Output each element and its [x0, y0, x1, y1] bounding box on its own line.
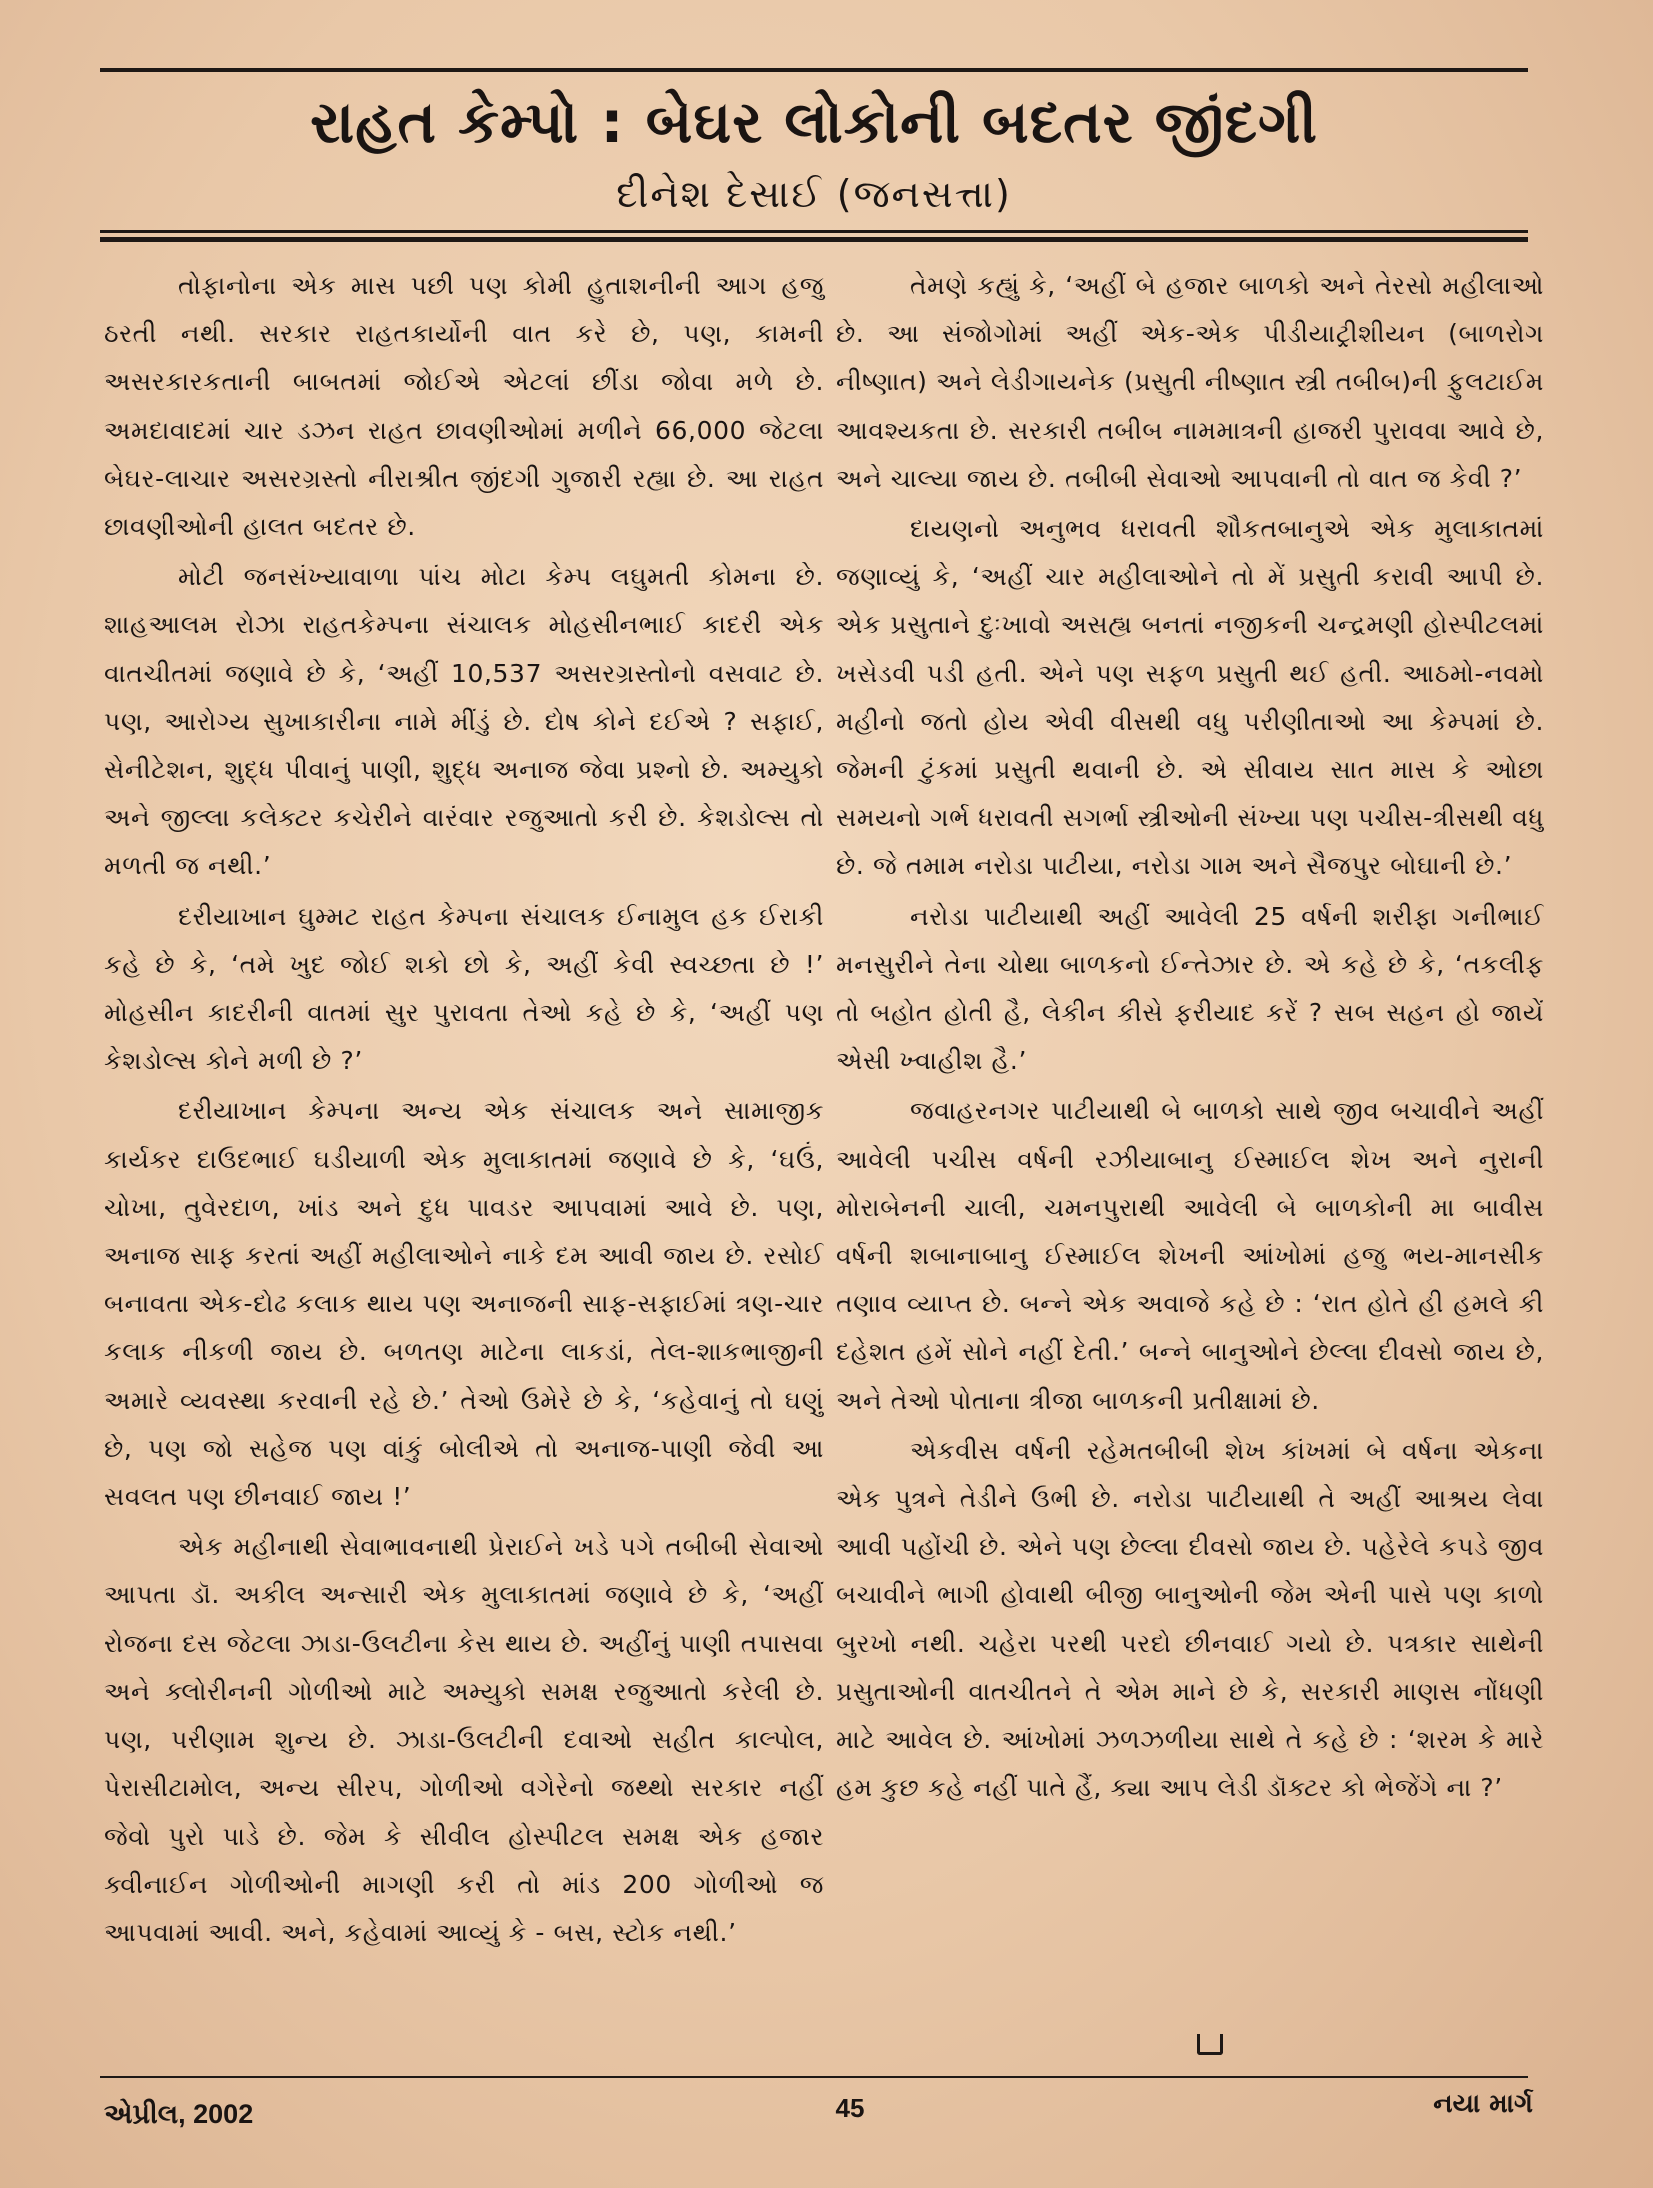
publication-name: નયા માર્ગ — [1433, 2089, 1533, 2119]
paragraph: તોફાનોના એક માસ પછી પણ કોમી હુતાશનીની આગ હજુ ઠરતી નથી. સરકાર રાહતકાર્યોની વાત કરે છે, પણ, કામની અસરકારકતાની બાબતમાં જોઈએ એટલાં છીંડા જોવા મળે છે. અમદાવાદમાં ચાર ડઝન રાહત છાવણીઓમાં મળીને 66,000 જેટલા બેઘર-લાચાર અસરગ્રસ્તો નીરાશ્રીત જીંદગી ગુજારી રહ્યા છે. આ રાહત છાવણીઓની હાલત બદતર છે. — [104, 271, 824, 542]
issue-date: એપ્રીલ, 2002 — [104, 2099, 254, 2129]
article-headline: રાહત કેમ્પો : બેઘર લોકોની બદતર જીંદગી — [310, 88, 1318, 156]
paragraph: એક મહીનાથી સેવાભાવનાથી પ્રેરાઈને ખડે પગે તબીબી સેવાઓ આપતા ડૉ. અકીલ અન્સારી એક મુલાકાતમાં જણાવે છે કે, ‘અહીં રોજના દસ જેટલા ઝાડા-ઉલટીના કેસ થાય છે. અહીંનું પાણી તપાસવા અને ક્લોરીનની ગોળીઓ માટે અમ્યુકો સમક્ષ રજુઆતો કરેલી છે. પણ, પરીણામ શુન્ય છે. ઝાડા-ઉલટીની દવાઓ સહીત કાલ્પોલ, પેરાસીટામોલ, અન્ય સીરપ, ગોળીઓ વગેરેનો જથ્થો સરકાર નહીં જેવો પુરો પાડે છે. જેમ કે સીવીલ હોસ્પીટલ સમક્ષ એક હજાર ક્વીનાઈન ગોળીઓની માગણી કરી તો માંડ 200 ગોળીઓ જ આપવામાં આવી. અને, કહેવામાં આવ્યું કે - બસ, સ્ટોક નથી.’ — [104, 1532, 824, 1947]
right-column — [836, 262, 1544, 1815]
paragraph: દરીયાખાન કેમ્પના અન્ય એક સંચાલક અને સામાજીક કાર્યકર દાઉદભાઈ ઘડીયાળી એક મુલાકાતમાં જણાવે છે કે, ‘ઘઉં, ચોખા, તુવેરદાળ, ખાંડ અને દુધ પાવડર આપવામાં આવે છે. પણ, અનાજ સાફ કરતાં અહીં મહીલાઓને નાકે દમ આવી જાય છે. રસોઈ બનાવતા એક-દોઢ કલાક થાય પણ અનાજની સાફ-સફાઈમાં ત્રણ-ચાર કલાક નીકળી જાય છે. બળતણ માટેના લાકડાં, તેલ-શાકભાજીની અમારે વ્યવસ્થા કરવાની રહે છે.’ તેઓ ઉમેરે છે કે, ‘કહેવાનું તો ઘણું છે, પણ જો સહેજ પણ વાંકું બોલીએ તો અનાજ-પાણી જેવી આ સવલત પણ છીનવાઈ જાય !’ — [104, 1096, 824, 1512]
article-byline: દીનેશ દેસાઈ (જનસત્તા) — [616, 172, 1012, 216]
paragraph: દરીયાખાન ઘુમ્મટ રાહત કેમ્પના સંચાલક ઈનામુલ હક ઈરાકી કહે છે કે, ‘તમે ખુદ જોઈ શકો છો કે, અહીં કેવી સ્વચ્છતા છે !’ મોહસીન કાદરીની વાતમાં સુર પુરાવતા તેઓ કહે છે કે, ‘અહીં પણ કેશડોલ્સ કોને મળી છે ?’ — [104, 901, 824, 1076]
article-end-mark-icon — [1197, 2034, 1223, 2055]
paragraph: જવાહરનગર પાટીયાથી બે બાળકો સાથે જીવ બચાવીને અહીં આવેલી પચીસ વર્ષની રઝીયાબાનુ ઈસ્માઈલ શેખ અને નુરાની મોરાબેનની ચાલી, ચમનપુરાથી આવેલી બે બાળકોની મા બાવીસ વર્ષની શબાનાબાનુ ઈસ્માઈલ શેખની આંખોમાં હજુ ભય-માનસીક તણાવ વ્યાપ્ત છે. બન્ને એક અવાજે કહે છે : ‘રાત હોતે હી હમલે કી દહેશત હમેં સોને નહીં દેતી.’ બન્ને બાનુઓને છેલ્લા દીવસો જાય છે, અને તેઓ પોતાના ત્રીજા બાળકની પ્રતીક્ષામાં છે. — [836, 1096, 1544, 1415]
paragraph: નરોડા પાટીયાથી અહીં આવેલી 25 વર્ષની શરીફા ગનીભાઈ મનસુરીને તેના ચોથા બાળકનો ઈન્તેઝાર છે. એ કહે છે કે, ‘તકલીફ તો બહોત હોતી હૈ, લેકીન કીસે ફરીયાદ કરેં ? સબ સહન હો જાયેં એસી ખ્વાહીશ હૈ.’ — [836, 901, 1544, 1076]
left-column — [104, 262, 824, 1959]
paragraph: તેમણે કહ્યું કે, ‘અહીં બે હજાર બાળકો અને તેરસો મહીલાઓ છે. આ સંજોગોમાં અહીં એક-એક પીડીયાટ્રીશીયન (બાળરોગ નીષ્ણાત) અને લેડીગાયનેક (પ્રસુતી નીષ્ણાત સ્ત્રી તબીબ)ની ફુલટાઈમ આવશ્યકતા છે. સરકારી તબીબ નામમાત્રની હાજરી પુરાવવા આવે છે, અને ચાલ્યા જાય છે. તબીબી સેવાઓ આપવાની તો વાત જ કેવી ?’ — [836, 271, 1544, 493]
paragraph: દાયણનો અનુભવ ધરાવતી શૌકતબાનુએ એક મુલાકાતમાં જણાવ્યું કે, ‘અહીં ચાર મહીલાઓને તો મેં પ્રસુતી કરાવી આપી છે. એક પ્રસુતાને દુઃખાવો અસહ્ય બનતાં નજીકની ચન્દ્રમણી હોસ્પીટલમાં ખસેડવી પડી હતી. એને પણ સફળ પ્રસુતી થઈ હતી. આઠમો-નવમો મહીનો જતો હોય એવી વીસથી વધુ પરીણીતાઓ આ કેમ્પમાં છે. જેમની ટુંકમાં પ્રસુતી થવાની છે. એ સીવાય સાત માસ કે ઓછા સમયનો ગર્ભ ધરાવતી સગર્ભા સ્ત્રીઓની સંખ્યા પણ પચીસ-ત્રીસથી વધુ છે. જે તમામ નરોડા પાટીયા, નરોડા ગામ અને સૈજપુર બોઘાની છે.’ — [836, 514, 1544, 881]
footer-rule — [100, 2076, 1528, 2078]
paragraph: મોટી જનસંખ્યાવાળા પાંચ મોટા કેમ્પ લઘુમતી કોમના છે. શાહઆલમ રોઝા રાહતકેમ્પના સંચાલક મોહસીનભાઈ કાદરી એક વાતચીતમાં જણાવે છે કે, ‘અહીં 10,537 અસરગ્રસ્તોનો વસવાટ છે. પણ, આરોગ્ય સુખાકારીના નામે મીંડું છે. દોષ કોને દઈએ ? સફાઈ, સેનીટેશન, શુદ્ધ પીવાનું પાણી, શુદ્ધ અનાજ જેવા પ્રશ્નો છે. અમ્યુકો અને જીલ્લા કલેક્ટર કચેરીને વારંવાર રજુઆતો કરી છે. કેશડોલ્સ તો મળતી જ નથી.’ — [104, 562, 824, 881]
top-rule — [100, 68, 1528, 72]
header-rule-thick — [100, 237, 1528, 242]
paragraph: એકવીસ વર્ષની રહેમતબીબી શેખ કાંખમાં બે વર્ષના એકના એક પુત્રને તેડીને ઉભી છે. નરોડા પાટીયાથી તે અહીં આશ્રય લેવા આવી પહોંચી છે. એને પણ છેલ્લા દીવસો જાય છે. પહેરેલે કપડે જીવ બચાવીને ભાગી હોવાથી બીજી બાનુઓની જેમ એની પાસે પણ કાળો બુરખો નથી. ચહેરા પરથી પરદો છીનવાઈ ગયો છે. પત્રકાર સાથેની પ્રસુતાઓની વાતચીતને તે એમ માને છે કે, સરકારી માણસ નોંધણી માટે આવેલ છે. આંખોમાં ઝળઝળીયા સાથે તે કહે છે : ‘શરમ કે મારે હમ કુછ કહે નહીં પાતે હૈં, ક્યા આપ લેડી ડૉક્ટર કો ભેજેંગે ના ?’ — [836, 1435, 1544, 1803]
header-rule-thin — [100, 230, 1528, 233]
page-number: 45 — [835, 2093, 865, 2123]
